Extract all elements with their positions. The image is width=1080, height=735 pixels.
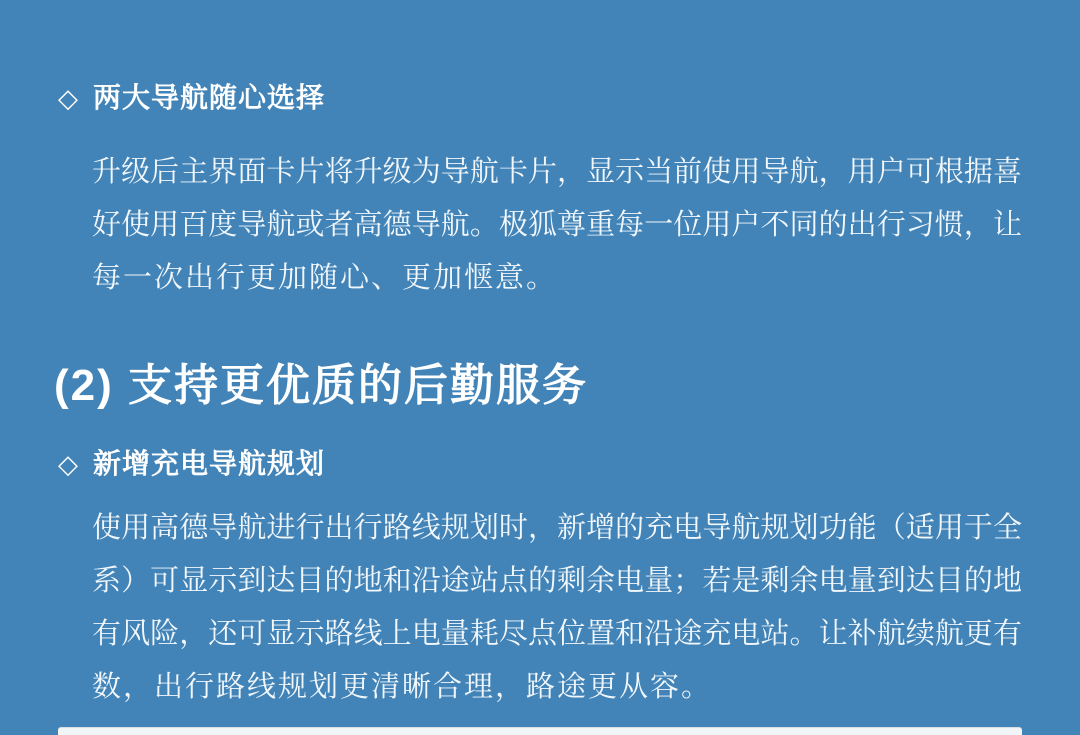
paragraph-line: 升级后主界面卡片将升级为导航卡片，显示当前使用导航，用户可根据喜 (92, 156, 1022, 188)
subsection-nav-heading (58, 80, 325, 116)
diamond-icon: ◇ (58, 449, 78, 479)
cutoff-white-card (58, 727, 1022, 735)
paragraph-line: 好使用百度导航或者高德导航。极狐尊重每一位用户不同的出行习惯，让 (92, 209, 1022, 241)
paragraph-line: 数，出行路线规划更清晰合理，路途更从容。 (92, 671, 713, 703)
subsection-charging-heading (58, 446, 325, 482)
subsection-charging-title: 新增充电导航规划 (93, 448, 326, 479)
paragraph-line: 系）可显示到达目的地和沿途站点的剩余电量；若是剩余电量到达目的地 (92, 565, 1022, 597)
subsection-nav-paragraph (92, 146, 1022, 305)
subsection-charging-paragraph (92, 502, 1022, 714)
paragraph-line: 每一次出行更加随心、更加惬意。 (92, 262, 558, 294)
paragraph-line: 有风险，还可显示路线上电量耗尽点位置和沿途充电站。让补航续航更有 (92, 618, 1022, 650)
paragraph-line: 使用高德导航进行出行路线规划时，新增的充电导航规划功能（适用于全 (92, 512, 1022, 544)
diamond-icon: ◇ (58, 83, 78, 113)
section-heading: (2) 支持更优质的后勤服务 (54, 361, 588, 410)
subsection-nav-title: 两大导航随心选择 (93, 82, 326, 113)
